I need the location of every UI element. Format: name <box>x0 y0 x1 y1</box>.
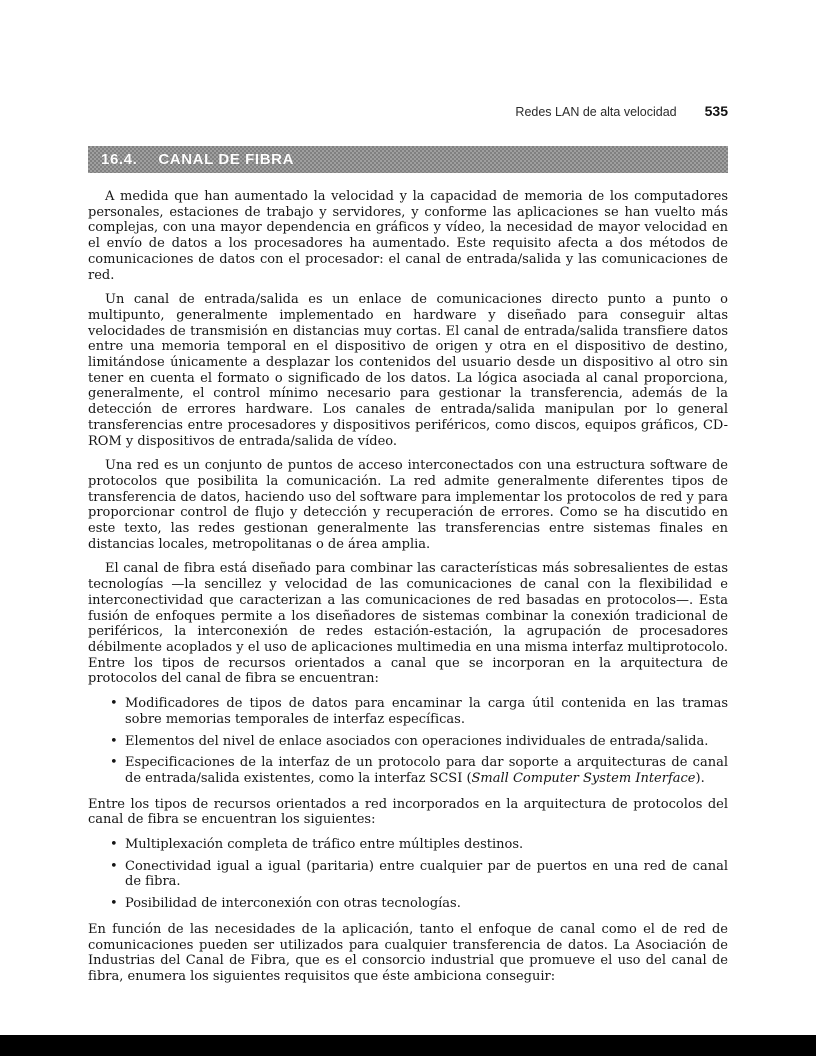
channel-resources-list <box>88 696 728 787</box>
list-item <box>88 696 728 727</box>
bullet-icon: • <box>110 755 118 771</box>
scan-artifact-bar <box>0 1035 816 1056</box>
list-item-text: Posibilidad de interconexión con otras tecnologías. <box>125 896 461 912</box>
list-item <box>88 859 728 890</box>
network-resources-list <box>88 837 728 912</box>
list-item-text-before: Especificaciones de la interfaz de un protocolo para dar soporte a arquitecturas de canal de entrada/salida existentes, como la interfaz SCSI ( <box>125 755 728 786</box>
list-item-text-after: ). <box>695 770 705 786</box>
paragraph-fibre-channel: El canal de fibra está diseñado para combinar las características más sobresalientes de estas tecnologías —la sencillez y velocidad de las comunicaciones de canal con la flexibilidad e interconectividad que caracterizan a las comunicaciones de red basadas en protocolos—. Esta fusión de enfoques permite a los diseñadores de sistemas combinar la conexión tradicional de periféricos, la interconexión de redes estación-estación, la agrupación de procesadores débilmente acoplados y el uso de aplicaciones multimedia en una misma interfaz multiprotocolo. Entre los tipos de recursos orientados a canal que se incorporan en la arquitectura de protocolos del canal de fibra se encuentran: <box>88 561 728 687</box>
paragraph-closing: En función de las necesidades de la aplicación, tanto el enfoque de canal como el de red de comunicaciones pueden ser utilizados para cualquier transferencia de datos. La Asociación de Industrias del Canal de Fibra, que es el consorcio industrial que promueve el uso del canal de fibra, enumera los siguientes requisitos que éste ambiciona conseguir: <box>88 921 728 984</box>
bullet-icon: • <box>110 837 118 853</box>
paragraph-io-channel: Un canal de entrada/salida es un enlace de comunicaciones directo punto a punto o multipunto, generalmente implementado en hardware y diseñado para conseguir altas velocidades de transmisión en distancias muy cortas. El canal de entrada/salida transfiere datos entre una memoria temporal en el dispositivo de origen y otra en el dispositivo de destino, limitándose únicamente a desplazar los contenidos del usuario desde un dispositivo al otro sin tener en cuenta el formato o significado de los datos. La lógica asociada al canal proporciona, generalmente, el control mínimo necesario para gestionar la transferencia, además de la detección de errores hardware. Los canales de entrada/salida manipulan por lo general transferencias entre procesadores y dispositivos periféricos, como discos, equipos gráficos, CD-ROM y dispositivos de entrada/salida de vídeo. <box>88 292 728 449</box>
list-item-text: Elementos del nivel de enlace asociados con operaciones individuales de entrada/salida. <box>125 733 709 749</box>
section-title: CANAL DE FIBRA <box>158 151 294 168</box>
paragraph-intro: A medida que han aumentado la velocidad y la capacidad de memoria de los computadores personales, estaciones de trabajo y servidores, y conforme las aplicaciones se han vuelto más complejas, con una mayor dependencia en gráficos y vídeo, la necesidad de mayor velocidad en el envío de datos a los procesadores ha aumentado. Este requisito afecta a dos métodos de comunicaciones de datos con el procesador: el canal de entrada/salida y las comunicaciones de red. <box>88 189 728 283</box>
list-item-text <box>125 755 728 786</box>
bullet-icon: • <box>110 858 118 874</box>
paragraph-network-list-intro: Entre los tipos de recursos orientados a red incorporados en la arquitectura de protocolos del canal de fibra se encuentran los siguientes: <box>88 796 728 828</box>
list-item-text: Conectividad igual a igual (paritaria) entre cualquier par de puertos en una red de canal de fibra. <box>125 858 728 890</box>
bullet-icon: • <box>110 896 118 912</box>
list-item <box>88 755 728 786</box>
bullet-icon: • <box>110 733 118 749</box>
list-item <box>88 896 728 912</box>
list-item-text: Multiplexación completa de tráfico entre múltiples destinos. <box>125 837 524 853</box>
running-header <box>88 103 728 119</box>
list-item <box>88 734 728 750</box>
body-text-column <box>88 189 728 994</box>
list-item <box>88 837 728 853</box>
paragraph-network: Una red es un conjunto de puntos de acceso interconectados con una estructura software de protocolos que posibilita la comunicación. La red admite generalmente diferentes tipos de transferencia de datos, haciendo uso del software para implementar los protocolos de red y para proporcionar control de flujo y detección y recuperación de errores. Como se ha discutido en este texto, las redes gestionan generalmente las transferencias entre sistemas finales en distancias locales, metropolitanas o de área amplia. <box>88 458 728 552</box>
list-item-text: Modificadores de tipos de datos para encaminar la carga útil contenida en las tramas sobre memorias temporales de interfaz específicas. <box>125 696 728 727</box>
section-heading-bar <box>88 146 728 173</box>
bullet-icon: • <box>110 696 118 712</box>
list-item-text-italic: Small Computer System Interface <box>471 770 696 786</box>
running-header-title: Redes LAN de alta velocidad <box>515 105 677 119</box>
page-number: 535 <box>704 103 728 119</box>
section-number: 16.4. <box>101 151 138 168</box>
